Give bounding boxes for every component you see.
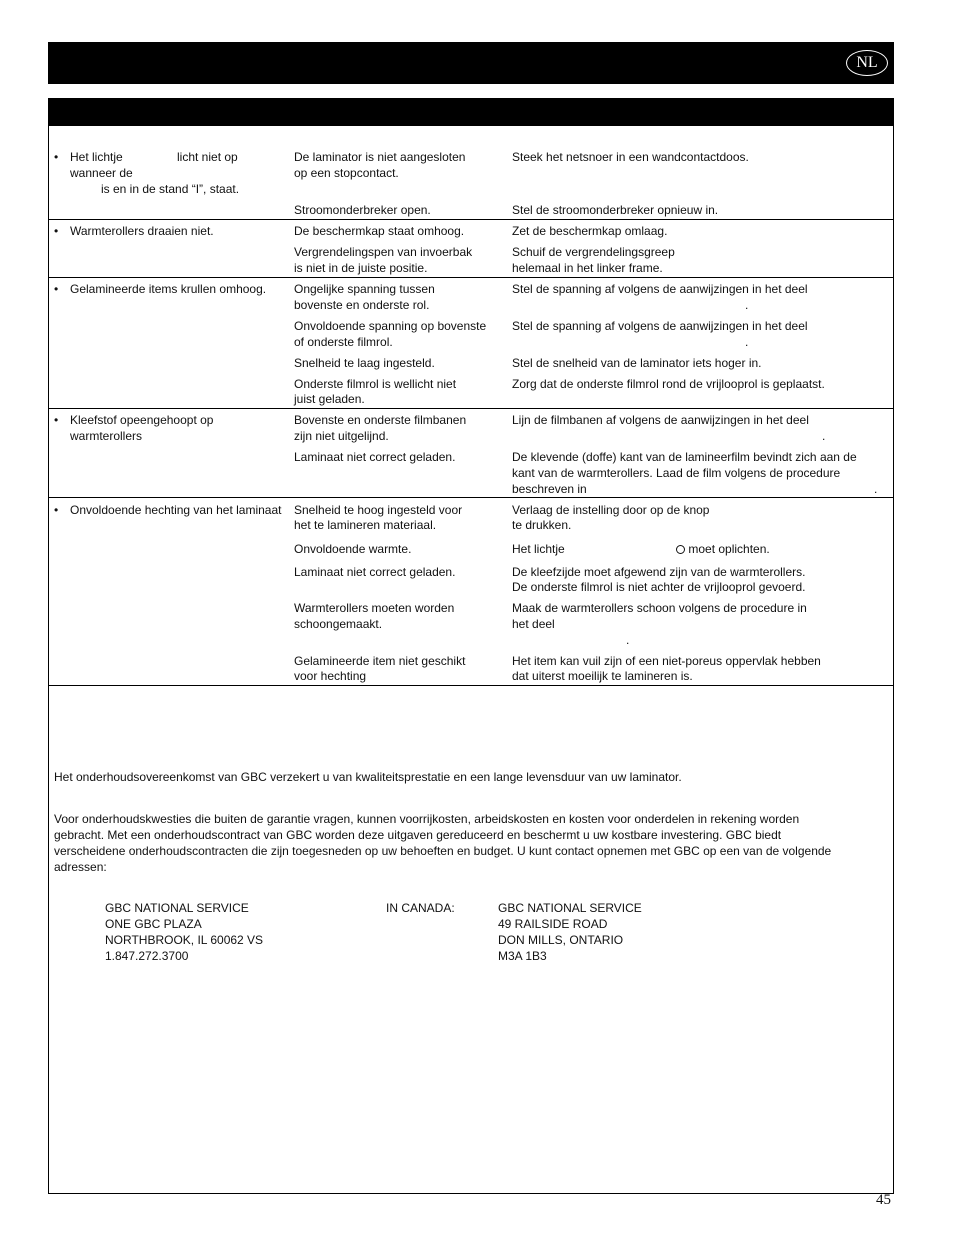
cause-text: Stroomonderbreker open.: [294, 203, 431, 217]
cause-text: juist geladen.: [294, 392, 365, 406]
cause-text: het te lamineren materiaal.: [294, 518, 437, 532]
solution-text: Het lichtje: [512, 542, 565, 556]
cause-text: Snelheid te laag ingesteld.: [294, 356, 435, 370]
address-line: M3A 1B3: [498, 949, 547, 963]
page-frame: [48, 98, 894, 1194]
solution-text: Stel de spanning af volgens de aanwijzingen in het deel: [512, 319, 808, 333]
row-divider: [49, 497, 893, 498]
solution-text: Maak de warmterollers schoon volgens de procedure in: [512, 601, 807, 615]
problem-text: Kleefstof opeengehoopt op: [70, 413, 214, 427]
cause-text: Onderste filmrol is wellicht niet: [294, 377, 457, 391]
cause-text: Snelheid te hoog ingesteld voor: [294, 503, 463, 517]
cause-text: zijn niet uitgelijnd.: [294, 429, 389, 443]
solution-text: het deel: [512, 617, 555, 631]
solution-text: .: [874, 482, 878, 496]
row-divider: [49, 277, 893, 278]
bullet-icon: •: [54, 503, 59, 517]
solution-text: kant van de warmterollers. Laad de film volgens de procedure: [512, 466, 841, 480]
cause-text: Onvoldoende spanning op bovenste: [294, 319, 487, 333]
circle-indicator-icon: [676, 545, 685, 554]
paragraph-line: Voor onderhoudskwesties die buiten de garantie vragen, kunnen voorrijkosten, arbeidskosten en kosten voor onderdelen in rekening worden: [54, 812, 800, 826]
address-line: 1.847.272.3700: [105, 949, 189, 963]
cause-text: De laminator is niet aangesloten: [294, 150, 466, 164]
us-address-block: [105, 900, 263, 964]
cause-text: Onvoldoende warmte.: [294, 542, 412, 556]
solution-text: Schuif de vergrendelingsgreep: [512, 245, 675, 259]
bullet-icon: •: [54, 282, 59, 296]
solution-text: Lijn de filmbanen af volgens de aanwijzingen in het deel: [512, 413, 809, 427]
paragraph-line: adressen:: [54, 860, 107, 874]
solution-text: helemaal in het linker frame.: [512, 261, 663, 275]
address-line: DON MILLS, ONTARIO: [498, 933, 624, 947]
solution-text: Zorg dat de onderste filmrol rond de vrijlooprol is geplaatst.: [512, 377, 825, 391]
address-line: GBC NATIONAL SERVICE: [105, 901, 249, 915]
cause-text: Gelamineerde item niet geschikt: [294, 654, 466, 668]
problem-text: licht niet op: [177, 150, 238, 164]
page-number: 45: [876, 1192, 891, 1208]
address-line: GBC NATIONAL SERVICE: [498, 901, 642, 915]
bullet-icon: •: [54, 224, 59, 238]
address-line: ONE GBC PLAZA: [105, 917, 202, 931]
canada-address-block: [498, 900, 642, 964]
solution-text: te drukken.: [512, 518, 572, 532]
cause-text: Bovenste en onderste filmbanen: [294, 413, 467, 427]
address-line: NORTHBROOK, IL 60062 VS: [105, 933, 264, 947]
solution-text: De klevende (doffe) kant van de lamineerfilm bevindt zich aan de: [512, 450, 857, 464]
cause-text: voor hechting: [294, 669, 367, 683]
solution-text: beschreven in: [512, 482, 587, 496]
solution-text: De onderste filmrol is niet achter de vrijlooprol gevoerd.: [512, 580, 806, 594]
cause-text: Ongelijke spanning tussen: [294, 282, 435, 296]
table-header-bar: [49, 98, 893, 126]
cause-text: schoongemaakt.: [294, 617, 383, 631]
solution-text: .: [822, 429, 826, 443]
problem-text: is en in de stand “I”, staat.: [101, 182, 240, 196]
bullet-icon: •: [54, 413, 59, 427]
solution-text: De kleefzijde moet afgewend zijn van de warmterollers.: [512, 565, 806, 579]
bullet-icon: •: [54, 150, 59, 164]
solution-text: .: [745, 298, 749, 312]
cause-text: Laminaat niet correct geladen.: [294, 450, 456, 464]
cause-text: Vergrendelingspen van invoerbak: [294, 245, 473, 259]
paragraph-line: verscheidene onderhoudscontracten die zijn toegesneden op uw behoeften en budget. U kunt contact opnemen met GBC op een van de volgende: [54, 844, 832, 858]
solution-text: Zet de beschermkap omlaag.: [512, 224, 668, 238]
row-divider: [49, 408, 893, 409]
cause-text: bovenste en onderste rol.: [294, 298, 430, 312]
canada-label: IN CANADA:: [386, 901, 455, 915]
language-badge: NL: [846, 50, 888, 76]
problem-text: Het lichtje: [70, 150, 123, 164]
header-bar: [48, 42, 894, 84]
service-intro-paragraph: Het onderhoudsovereenkomst van GBC verzekert u van kwaliteitsprestatie en een lange levensduur van uw laminator.: [54, 770, 682, 784]
solution-text: Steek het netsnoer in een wandcontactdoos.: [512, 150, 749, 164]
solution-text: Stel de snelheid van de laminator iets hoger in.: [512, 356, 762, 370]
cause-text: De beschermkap staat omhoog.: [294, 224, 465, 238]
solution-text: Stel de stroomonderbreker opnieuw in.: [512, 203, 719, 217]
solution-text-group: [676, 541, 770, 557]
cause-text: op een stopcontact.: [294, 166, 399, 180]
solution-text: Stel de spanning af volgens de aanwijzingen in het deel: [512, 282, 808, 296]
problem-text: Gelamineerde items krullen omhoog.: [70, 282, 267, 296]
solution-text: dat uiterst moeilijk te lamineren is.: [512, 669, 693, 683]
cause-text: of onderste filmrol.: [294, 335, 393, 349]
address-line: 49 RAILSIDE ROAD: [498, 917, 608, 931]
row-divider: [49, 219, 893, 220]
solution-text: .: [626, 633, 630, 647]
table-bottom-divider: [49, 685, 893, 686]
solution-text: moet oplichten.: [688, 542, 770, 556]
problem-text: Onvoldoende hechting van het laminaat: [70, 503, 282, 517]
cause-text: Warmterollers moeten worden: [294, 601, 455, 615]
solution-text: Het item kan vuil zijn of een niet-poreus oppervlak hebben: [512, 654, 821, 668]
cause-text: Laminaat niet correct geladen.: [294, 565, 456, 579]
solution-text: .: [745, 335, 749, 349]
problem-text: Warmterollers draaien niet.: [70, 224, 214, 238]
solution-text: Verlaag de instelling door op de knop: [512, 503, 710, 517]
cause-text: is niet in de juiste positie.: [294, 261, 428, 275]
problem-text: warmterollers: [70, 429, 143, 443]
service-contract-paragraph: [54, 811, 880, 875]
paragraph-line: gebracht. Met een onderhoudscontract van GBC worden deze uitgaven gereduceerd en beschermt u uw kostbare investering. GBC biedt: [54, 828, 782, 842]
problem-text: wanneer de: [70, 166, 133, 180]
